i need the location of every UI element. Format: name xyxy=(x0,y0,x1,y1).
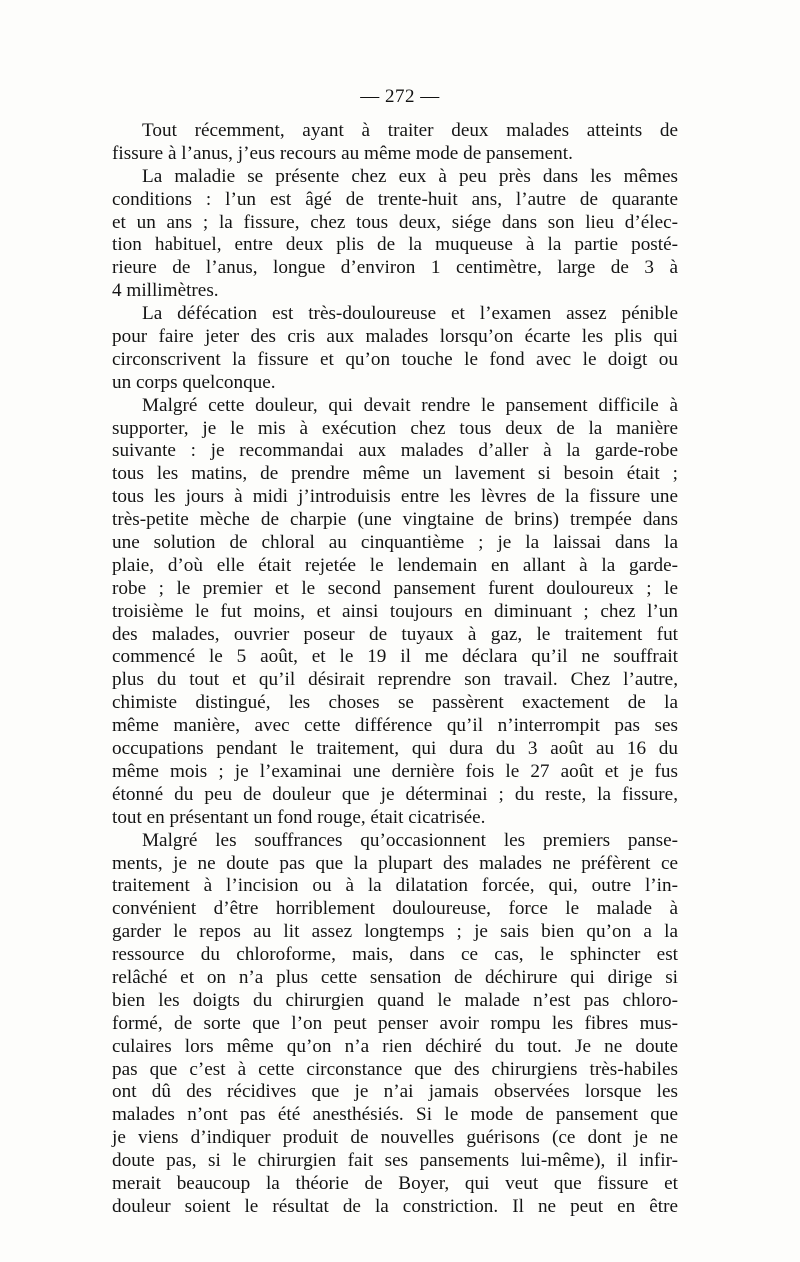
text-line: des malades, ouvrier poseur de tuyaux à gaz, le traitement fut xyxy=(112,623,678,645)
text-line: une solution de chloral au cinquantième ; je la laissai dans la xyxy=(112,532,678,554)
text-line: occupations pendant le traitement, qui dura du 3 août au 16 du xyxy=(112,738,678,760)
text-line: fissure à l’anus, j’eus recours au même mode de pansement. xyxy=(112,142,573,164)
text-line: convénient d’être horriblement douloureuse, force le malade à xyxy=(112,898,678,920)
text-line: rieure de l’anus, longue d’environ 1 centimètre, large de 3 à xyxy=(112,257,678,279)
text-line: culaires lors même qu’on n’a rien déchiré du tout. Je ne doute xyxy=(112,1035,678,1057)
text-line: merait beaucoup la théorie de Boyer, qui veut que fissure et xyxy=(112,1172,678,1194)
text-line: un corps quelconque. xyxy=(112,371,276,393)
text-line: ressource du chloroforme, mais, dans ce cas, le sphincter est xyxy=(112,944,678,966)
text-line: et un ans ; la fissure, chez tous deux, siége dans son lieu d’élec- xyxy=(112,211,678,233)
text-line: troisième le fut moins, et ainsi toujours en diminuant ; chez l’un xyxy=(112,600,678,622)
text-line: tous les jours à midi j’introduisis entre les lèvres de la fissure une xyxy=(112,486,678,508)
paragraph xyxy=(112,303,678,395)
body-text xyxy=(112,120,678,1219)
text-line: étonné du peu de douleur que je déterminai ; du reste, la fissure, xyxy=(112,783,678,805)
text-line: supporter, je le mis à exécution chez tous deux de la manière xyxy=(112,417,678,439)
paragraph xyxy=(112,395,678,830)
text-line: 4 millimètres. xyxy=(112,280,219,302)
text-line: même manière, avec cette différence qu’il n’interrompit pas ses xyxy=(112,715,678,737)
text-line: relâché et on n’a plus cette sensation de déchirure qui dirige si xyxy=(112,966,678,988)
text-line: plus du tout et qu’il désirait reprendre son travail. Chez l’autre, xyxy=(112,669,678,691)
text-line: Tout récemment, ayant à traiter deux malades atteints de xyxy=(142,120,678,141)
text-line: tion habituel, entre deux plis de la muqueuse à la partie posté- xyxy=(112,234,678,256)
text-line: même mois ; je l’examinai une dernière fois le 27 août et je fus xyxy=(112,760,678,782)
paragraph xyxy=(112,166,678,303)
text-line: plaie, d’où elle était rejetée le lendemain en allant à la garde- xyxy=(112,554,678,576)
text-line: circonscrivent la fissure et qu’on touche le fond avec le doigt ou xyxy=(112,348,678,370)
text-line: douleur soient le résultat de la constriction. Il ne peut en être xyxy=(112,1195,678,1217)
paragraph xyxy=(112,830,678,1219)
paragraph xyxy=(112,120,678,166)
text-line: pas que c’est à cette circonstance que des chirurgiens très-habiles xyxy=(112,1058,678,1080)
text-line: commencé le 5 août, et le 19 il me déclara qu’il ne souffrait xyxy=(112,646,678,668)
text-line: très-petite mèche de charpie (une vingtaine de brins) trempée dans xyxy=(112,509,678,531)
text-line: pour faire jeter des cris aux malades lorsqu’on écarte les plis qui xyxy=(112,326,678,348)
text-line: garder le repos au lit assez longtemps ; je sais bien qu’on a la xyxy=(112,921,678,943)
text-line: La défécation est très-douloureuse et l’examen assez pénible xyxy=(142,303,678,325)
text-line: chimiste distingué, les choses se passèrent exactement de la xyxy=(112,692,678,714)
text-line: je viens d’indiquer produit de nouvelles guérisons (ce dont je ne xyxy=(112,1127,678,1149)
text-line: suivante : je recommandai aux malades d’aller à la garde-robe xyxy=(112,440,678,462)
text-line: Malgré les souffrances qu’occasionnent les premiers panse- xyxy=(142,829,678,851)
text-line: Malgré cette douleur, qui devait rendre le pansement difficile à xyxy=(142,394,678,416)
text-line: tous les matins, de prendre même un lavement si besoin était ; xyxy=(112,463,678,485)
text-line: traitement à l’incision ou à la dilatation forcée, qui, outre l’in- xyxy=(112,875,678,897)
text-line: bien les doigts du chirurgien quand le malade n’est pas chloro- xyxy=(112,989,678,1011)
text-line: formé, de sorte que l’on peut penser avoir rompu les fibres mus- xyxy=(112,1012,678,1034)
text-line: malades n’ont pas été anesthésiés. Si le mode de pansement que xyxy=(112,1104,678,1126)
text-line: robe ; le premier et le second pansement furent douloureux ; le xyxy=(112,577,678,599)
text-line: ont dû des récidives que je n’ai jamais observées lorsque les xyxy=(112,1081,678,1103)
text-line: doute pas, si le chirurgien fait ses pansements lui-même), il infir- xyxy=(112,1150,678,1172)
page-number: — 272 — xyxy=(360,86,440,107)
text-line: conditions : l’un est âgé de trente-huit ans, l’autre de quarante xyxy=(112,188,678,210)
text-line: tout en présentant un fond rouge, était cicatrisée. xyxy=(112,806,486,828)
text-line: La maladie se présente chez eux à peu près dans les mêmes xyxy=(142,165,678,187)
text-line: ments, je ne doute pas que la plupart des malades ne préfèrent ce xyxy=(112,852,678,874)
